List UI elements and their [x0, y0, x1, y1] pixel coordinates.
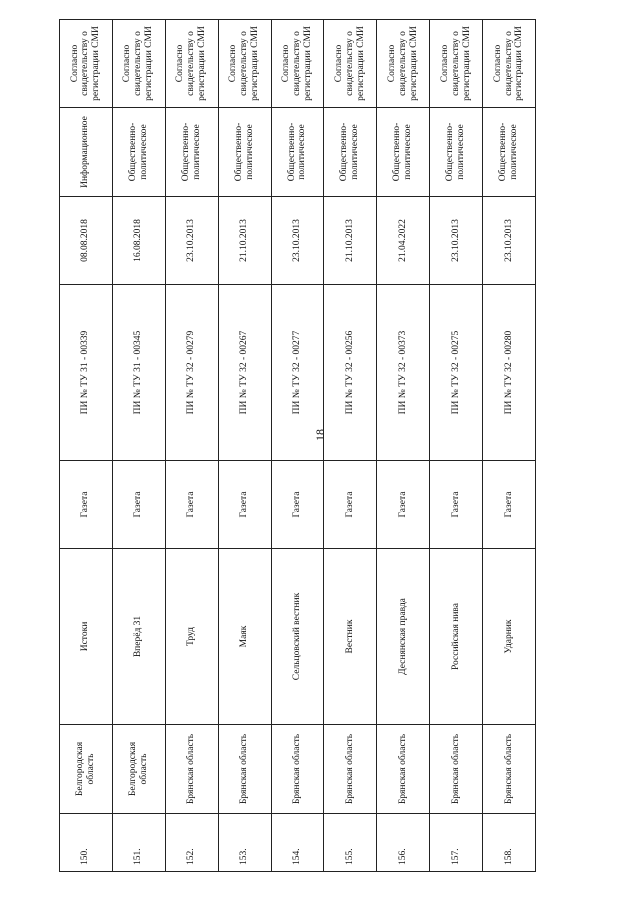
- registration-number-cell: ПИ № ТУ 32 - 00277: [271, 285, 324, 461]
- specialization-cell: Общественно-политическое: [112, 108, 165, 197]
- title-cell: Маяк: [218, 549, 271, 725]
- row-number: 150.: [60, 814, 113, 872]
- region-cell: Белгородская область: [112, 725, 165, 814]
- row-number: 152.: [165, 814, 218, 872]
- row-number: 156.: [377, 814, 430, 872]
- note-cell: Согласно свидетельству о регистрации СМИ: [483, 20, 536, 108]
- registration-number-cell: ПИ № ТУ 31 - 00345: [112, 285, 165, 461]
- table-row: [218, 20, 271, 872]
- type-cell: Газета: [377, 461, 430, 549]
- region-cell: Брянская область: [165, 725, 218, 814]
- registration-date-cell: 23.10.2013: [430, 197, 483, 285]
- note-cell: Согласно свидетельству о регистрации СМИ: [60, 20, 113, 108]
- title-cell: Истоки: [60, 549, 113, 725]
- title-cell: Деснянская правда: [377, 549, 430, 725]
- table-row: [271, 20, 324, 872]
- registration-date-cell: 16.08.2018: [112, 197, 165, 285]
- specialization-cell: Общественно-политическое: [165, 108, 218, 197]
- specialization-cell: Общественно-политическое: [218, 108, 271, 197]
- row-number: 158.: [483, 814, 536, 872]
- type-cell: Газета: [324, 461, 377, 549]
- specialization-cell: Общественно-политическое: [430, 108, 483, 197]
- table-row: [165, 20, 218, 872]
- title-cell: Вперёд 31: [112, 549, 165, 725]
- type-cell: Газета: [218, 461, 271, 549]
- specialization-cell: Общественно-политическое: [271, 108, 324, 197]
- specialization-cell: Информационное: [60, 108, 113, 197]
- note-cell: Согласно свидетельству о регистрации СМИ: [218, 20, 271, 108]
- registration-number-cell: ПИ № ТУ 32 - 00275: [430, 285, 483, 461]
- registration-date-cell: 23.10.2013: [483, 197, 536, 285]
- note-cell: Согласно свидетельству о регистрации СМИ: [165, 20, 218, 108]
- title-cell: Российская нива: [430, 549, 483, 725]
- registry-table-wrapper: [59, 20, 536, 872]
- type-cell: Газета: [165, 461, 218, 549]
- table-row: [112, 20, 165, 872]
- registration-date-cell: 23.10.2013: [271, 197, 324, 285]
- table-row: [324, 20, 377, 872]
- region-cell: Брянская область: [483, 725, 536, 814]
- table-row: [483, 20, 536, 872]
- note-cell: Согласно свидетельству о регистрации СМИ: [112, 20, 165, 108]
- type-cell: Газета: [271, 461, 324, 549]
- registration-number-cell: ПИ № ТУ 32 - 00279: [165, 285, 218, 461]
- region-cell: Брянская область: [218, 725, 271, 814]
- registration-date-cell: 21.10.2013: [324, 197, 377, 285]
- table-row: [60, 20, 113, 872]
- region-cell: Брянская область: [324, 725, 377, 814]
- row-number: 155.: [324, 814, 377, 872]
- specialization-cell: Общественно-политическое: [377, 108, 430, 197]
- note-cell: Согласно свидетельству о регистрации СМИ: [324, 20, 377, 108]
- registration-number-cell: ПИ № ТУ 32 - 00256: [324, 285, 377, 461]
- title-cell: Вестник: [324, 549, 377, 725]
- row-number: 157.: [430, 814, 483, 872]
- table-row: [377, 20, 430, 872]
- registration-date-cell: 21.10.2013: [218, 197, 271, 285]
- region-cell: Брянская область: [271, 725, 324, 814]
- registration-date-cell: 23.10.2013: [165, 197, 218, 285]
- type-cell: Газета: [430, 461, 483, 549]
- registration-number-cell: ПИ № ТУ 32 - 00280: [483, 285, 536, 461]
- registration-date-cell: 08.08.2018: [60, 197, 113, 285]
- registry-table: [59, 20, 536, 872]
- registration-number-cell: ПИ № ТУ 31 - 00339: [60, 285, 113, 461]
- region-cell: Белгородская область: [60, 725, 113, 814]
- region-cell: Брянская область: [377, 725, 430, 814]
- row-number: 153.: [218, 814, 271, 872]
- title-cell: Сельцовский вестник: [271, 549, 324, 725]
- region-cell: Брянская область: [430, 725, 483, 814]
- registration-number-cell: ПИ № ТУ 32 - 00267: [218, 285, 271, 461]
- row-number: 151.: [112, 814, 165, 872]
- registration-number-cell: ПИ № ТУ 32 - 00373: [377, 285, 430, 461]
- type-cell: Газета: [112, 461, 165, 549]
- registration-date-cell: 21.04.2022: [377, 197, 430, 285]
- note-cell: Согласно свидетельству о регистрации СМИ: [377, 20, 430, 108]
- row-number: 154.: [271, 814, 324, 872]
- specialization-cell: Общественно-политическое: [483, 108, 536, 197]
- specialization-cell: Общественно-политическое: [324, 108, 377, 197]
- note-cell: Согласно свидетельству о регистрации СМИ: [430, 20, 483, 108]
- page-number: 18: [312, 429, 327, 441]
- table-row: [430, 20, 483, 872]
- note-cell: Согласно свидетельству о регистрации СМИ: [271, 20, 324, 108]
- title-cell: Ударник: [483, 549, 536, 725]
- type-cell: Газета: [483, 461, 536, 549]
- title-cell: Труд: [165, 549, 218, 725]
- type-cell: Газета: [60, 461, 113, 549]
